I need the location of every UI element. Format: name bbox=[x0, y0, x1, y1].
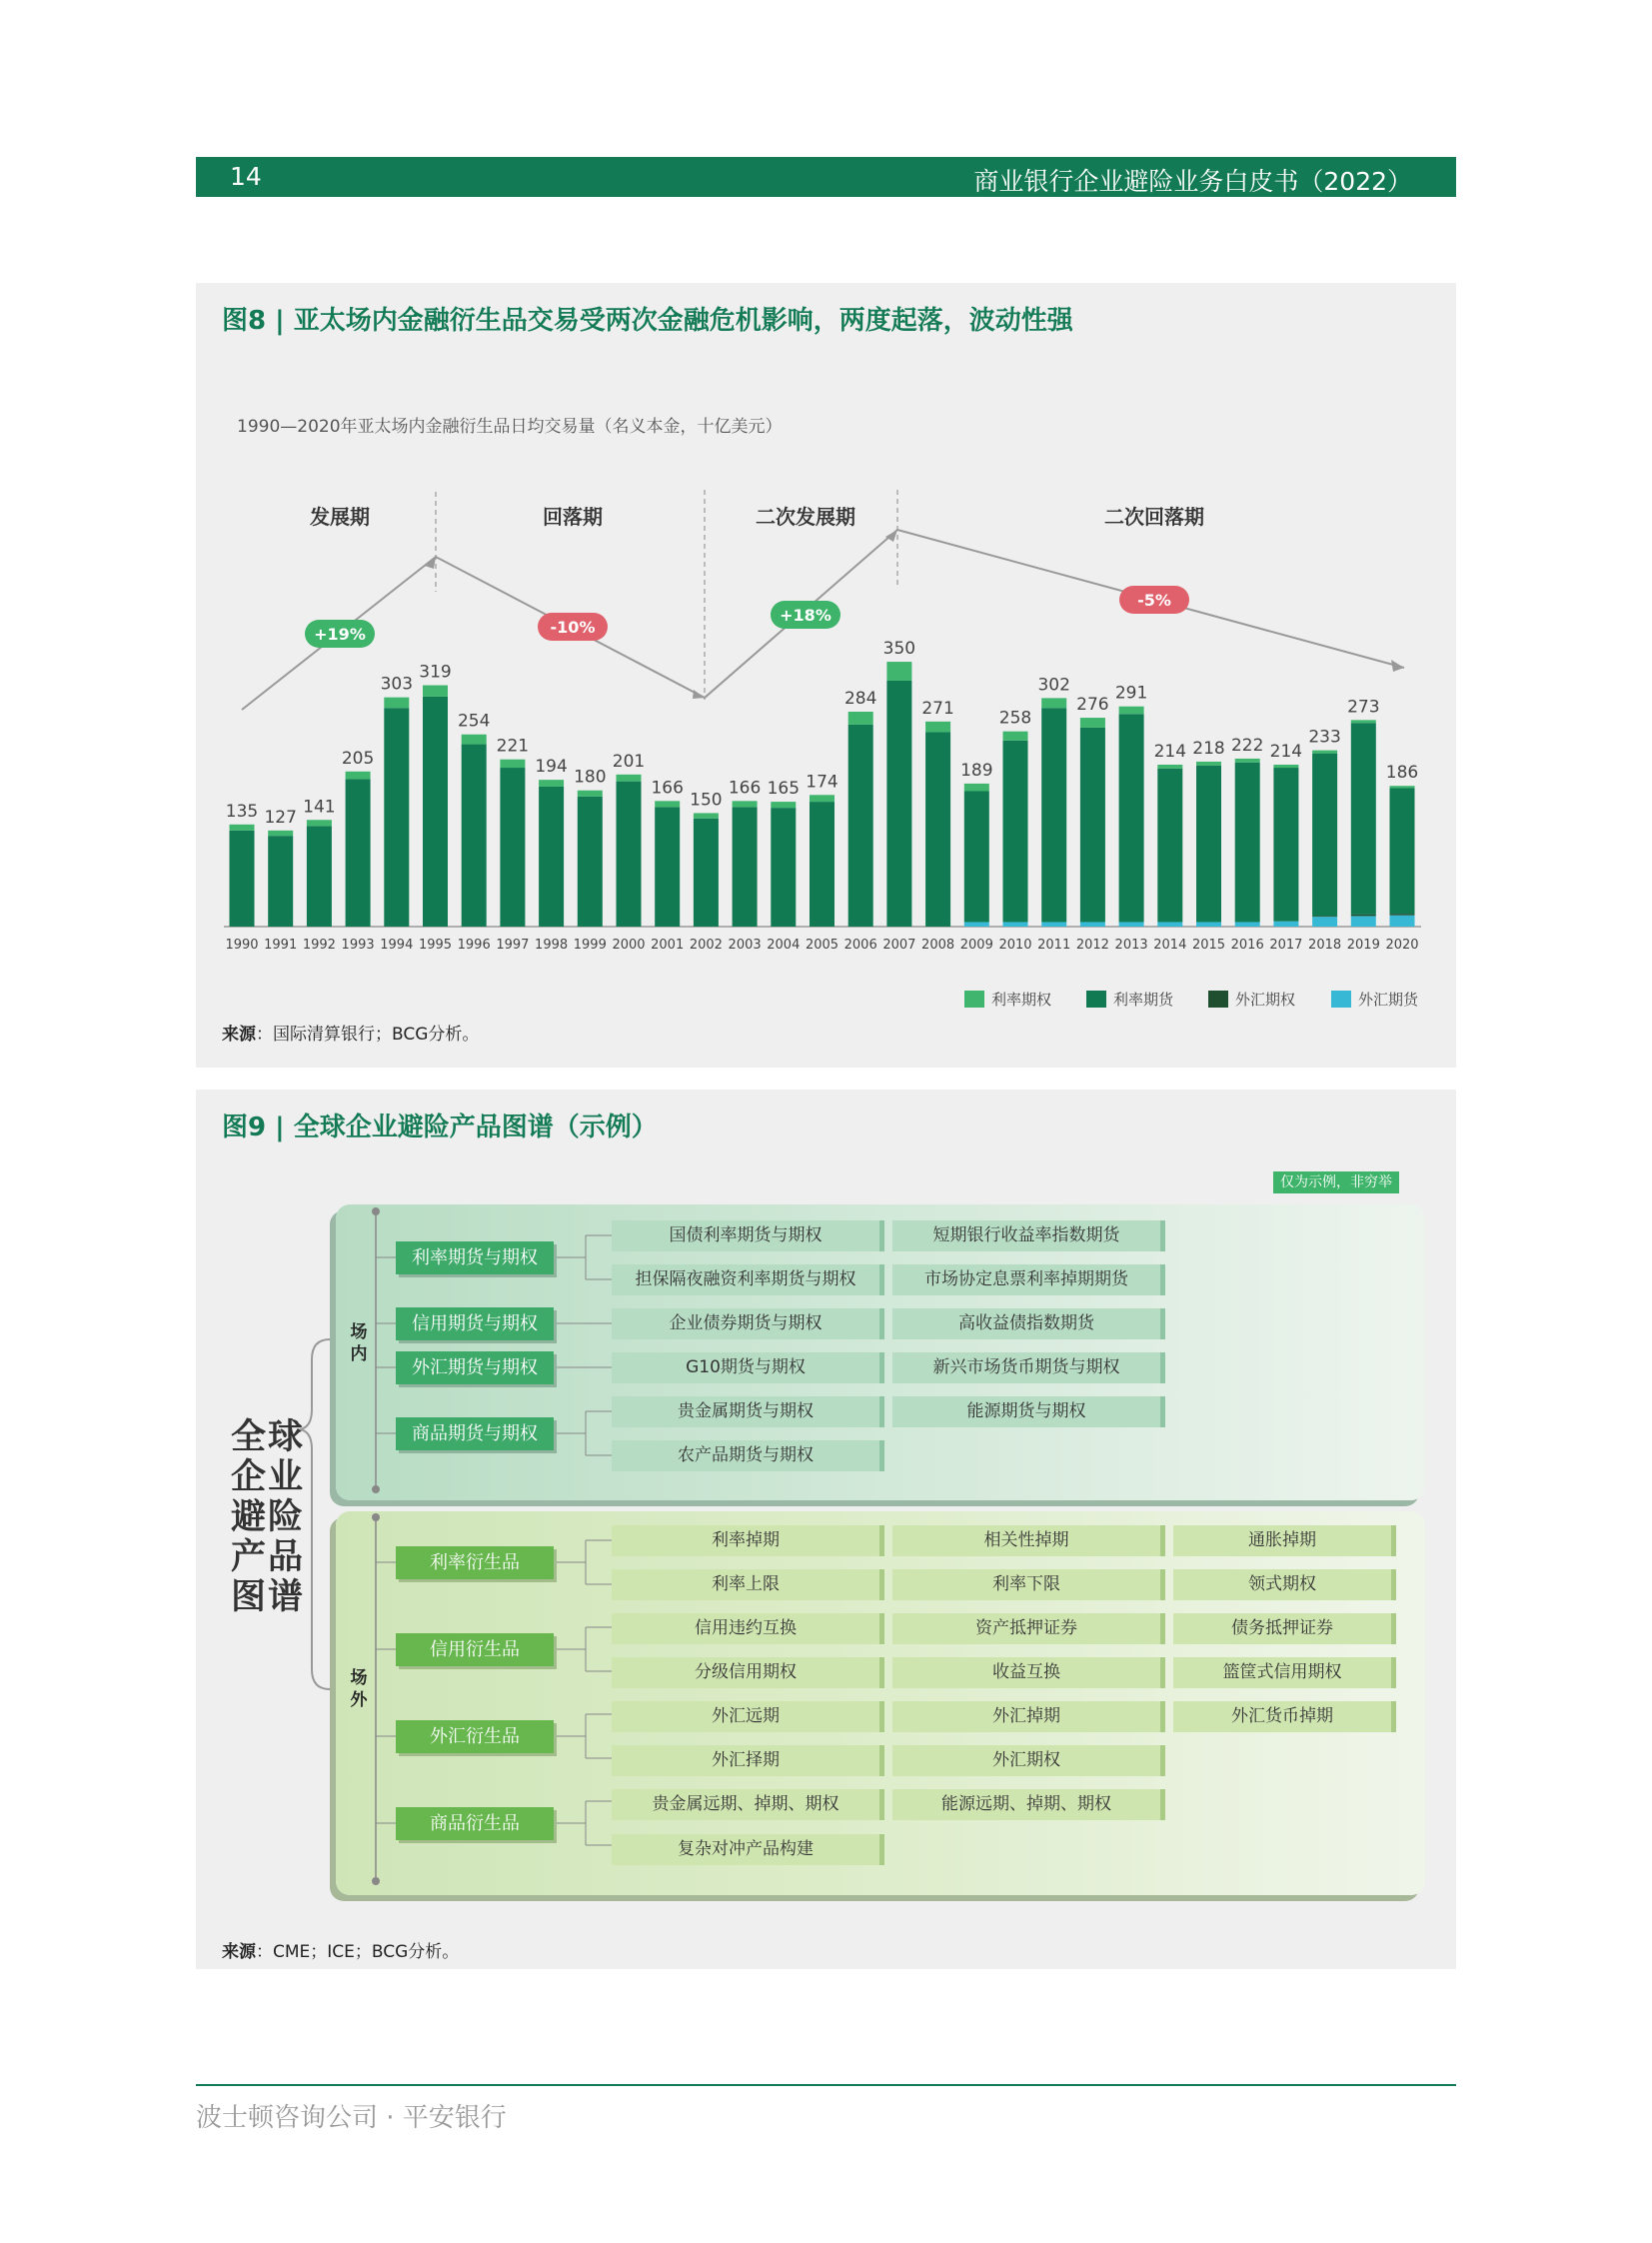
data-label: 194 bbox=[535, 757, 568, 778]
category-credit-futures-options: 信用期货与期权 bbox=[396, 1307, 554, 1340]
product-item: 短期银行收益率指数期货 bbox=[892, 1220, 1165, 1251]
x-tick-label: 2013 bbox=[1114, 938, 1148, 953]
x-tick-label: 1991 bbox=[264, 938, 298, 953]
data-label: 141 bbox=[303, 797, 336, 818]
data-label: 186 bbox=[1385, 763, 1419, 784]
category-rate-derivatives: 利率衍生品 bbox=[396, 1546, 554, 1579]
category-credit-derivatives: 信用衍生品 bbox=[396, 1633, 554, 1666]
period-label: 二次发展期 bbox=[756, 505, 855, 529]
data-label: 233 bbox=[1308, 727, 1341, 748]
map-main-title: 全球企业避险产品图谱 bbox=[230, 1417, 305, 1617]
data-label: 276 bbox=[1076, 695, 1109, 716]
x-tick-label: 2011 bbox=[1037, 938, 1071, 953]
period-label: 二次回落期 bbox=[1104, 505, 1204, 529]
product-item: 领式期权 bbox=[1173, 1569, 1396, 1600]
product-item: 利率掉期 bbox=[612, 1525, 884, 1556]
data-label: 291 bbox=[1114, 683, 1148, 704]
product-item: 外汇期权 bbox=[892, 1745, 1165, 1776]
x-tick-label: 1994 bbox=[380, 938, 414, 953]
data-label: 303 bbox=[380, 674, 414, 695]
data-label: 214 bbox=[1153, 742, 1187, 763]
x-tick-label: 1992 bbox=[302, 938, 336, 953]
product-item: 相关性掉期 bbox=[892, 1525, 1165, 1556]
x-tick-label: 1997 bbox=[496, 938, 530, 953]
chart-subtitle: 1990—2020年亚太场内金融衍生品日均交易量（名义本金，十亿美元） bbox=[237, 417, 783, 437]
x-tick-label: 1996 bbox=[457, 938, 491, 953]
category-fx-futures-options: 外汇期货与期权 bbox=[396, 1351, 554, 1384]
product-item: 外汇远期 bbox=[612, 1701, 884, 1732]
category-rate-futures-options: 利率期货与期权 bbox=[396, 1241, 554, 1274]
x-tick-label: 2014 bbox=[1153, 938, 1187, 953]
product-item: 贵金属远期、掉期、期权 bbox=[612, 1789, 884, 1820]
product-item: G10期货与期权 bbox=[612, 1352, 884, 1383]
data-label: 205 bbox=[341, 748, 375, 769]
data-label: 273 bbox=[1347, 697, 1380, 718]
trend-badge-label: +19% bbox=[314, 625, 366, 644]
product-item: 篮筐式信用期权 bbox=[1173, 1657, 1396, 1688]
figure8-title: 图8 | 亚太场内金融衍生品交易受两次金融危机影响，两度起落，波动性强 bbox=[222, 306, 1073, 336]
data-label: 258 bbox=[998, 708, 1032, 729]
data-label: 127 bbox=[264, 807, 297, 828]
data-label: 189 bbox=[960, 760, 993, 781]
product-item: 分级信用期权 bbox=[612, 1657, 884, 1688]
product-item: 利率上限 bbox=[612, 1569, 884, 1600]
x-tick-label: 2012 bbox=[1075, 938, 1109, 953]
data-label: 271 bbox=[921, 698, 954, 719]
data-label: 319 bbox=[419, 662, 452, 683]
figure9-title: 图9 | 全球企业避险产品图谱（示例） bbox=[222, 1113, 658, 1142]
legend-label: 利率期货 bbox=[1113, 991, 1174, 1009]
x-tick-label: 2008 bbox=[921, 938, 955, 953]
x-tick-label: 2019 bbox=[1346, 938, 1380, 953]
x-tick-label: 1993 bbox=[341, 938, 375, 953]
x-tick-label: 2015 bbox=[1191, 938, 1226, 953]
data-label: 218 bbox=[1192, 738, 1225, 759]
data-label: 254 bbox=[457, 711, 491, 732]
product-item: 利率下限 bbox=[892, 1569, 1165, 1600]
category-commodity-derivatives: 商品衍生品 bbox=[396, 1807, 554, 1840]
exchange-traded-label: 场内 bbox=[350, 1322, 368, 1364]
x-tick-label: 1999 bbox=[573, 938, 607, 953]
data-label: 222 bbox=[1230, 735, 1264, 756]
data-label: 165 bbox=[767, 779, 801, 800]
x-tick-label: 1990 bbox=[225, 938, 259, 953]
x-tick-label: 2017 bbox=[1269, 938, 1303, 953]
legend-label: 外汇期货 bbox=[1358, 991, 1419, 1009]
x-tick-label: 2005 bbox=[805, 938, 839, 953]
data-label: 350 bbox=[882, 639, 916, 660]
trend-badge-label: +18% bbox=[780, 606, 831, 625]
trend-badge-label: -5% bbox=[1137, 591, 1171, 610]
trend-badge-label: -10% bbox=[550, 618, 596, 637]
product-item: 收益互换 bbox=[892, 1657, 1165, 1688]
x-tick-label: 2004 bbox=[767, 938, 801, 953]
product-item: 农产品期货与期权 bbox=[612, 1440, 884, 1471]
data-label: 180 bbox=[574, 767, 607, 788]
product-item: 市场协定息票利率掉期期货 bbox=[892, 1264, 1165, 1295]
product-item: 外汇货币掉期 bbox=[1173, 1701, 1396, 1732]
x-tick-label: 2007 bbox=[882, 938, 916, 953]
data-label: 150 bbox=[690, 790, 723, 811]
footer-divider bbox=[196, 2084, 1456, 2086]
product-item: 信用违约互换 bbox=[612, 1613, 884, 1644]
product-item: 通胀掉期 bbox=[1173, 1525, 1396, 1556]
source-label: 来源 bbox=[222, 1942, 256, 1962]
product-item: 高收益债指数期货 bbox=[892, 1308, 1165, 1339]
figure9-source bbox=[222, 1937, 459, 1962]
product-item: 复杂对冲产品构建 bbox=[612, 1834, 884, 1865]
product-item: 贵金属期货与期权 bbox=[612, 1396, 884, 1427]
x-tick-label: 2001 bbox=[651, 938, 685, 953]
x-tick-label: 1995 bbox=[418, 938, 453, 953]
product-item: 外汇掉期 bbox=[892, 1701, 1165, 1732]
source-text: ：CME；ICE；BCG分析。 bbox=[256, 1942, 460, 1962]
legend-label: 利率期权 bbox=[991, 991, 1052, 1009]
product-item: 外汇择期 bbox=[612, 1745, 884, 1776]
data-label: 302 bbox=[1037, 675, 1070, 696]
product-item: 能源远期、掉期、期权 bbox=[892, 1789, 1165, 1820]
legend-label: 外汇期权 bbox=[1235, 991, 1296, 1009]
source-label: 来源 bbox=[222, 1025, 256, 1045]
data-label: 201 bbox=[612, 751, 646, 772]
x-tick-label: 2018 bbox=[1308, 938, 1342, 953]
data-label: 214 bbox=[1269, 742, 1303, 763]
product-item: 新兴市场货币期货与期权 bbox=[892, 1352, 1165, 1383]
document-title: 商业银行企业避险业务白皮书（2022） bbox=[973, 167, 1412, 196]
product-item: 担保隔夜融资利率期货与期权 bbox=[612, 1264, 884, 1295]
x-tick-label: 1998 bbox=[535, 938, 569, 953]
x-tick-label: 2009 bbox=[959, 938, 993, 953]
footer-text: 波士顿咨询公司 · 平安银行 bbox=[196, 2103, 507, 2133]
data-label: 284 bbox=[843, 689, 877, 710]
x-tick-label: 2020 bbox=[1385, 938, 1419, 953]
x-tick-label: 2002 bbox=[689, 938, 723, 953]
example-tag: 仅为示例，非穷举 bbox=[1273, 1171, 1399, 1193]
product-item: 能源期货与期权 bbox=[892, 1396, 1165, 1427]
data-label: 135 bbox=[225, 801, 259, 822]
data-label: 221 bbox=[496, 736, 530, 757]
x-tick-label: 2003 bbox=[728, 938, 762, 953]
data-label: 166 bbox=[651, 778, 684, 799]
product-item: 国债利率期货与期权 bbox=[612, 1220, 884, 1251]
period-label: 发展期 bbox=[310, 505, 370, 529]
product-item: 债务抵押证券 bbox=[1173, 1613, 1396, 1644]
data-label: 174 bbox=[806, 772, 838, 793]
category-commodity-futures-options: 商品期货与期权 bbox=[396, 1417, 554, 1450]
x-tick-label: 2000 bbox=[612, 938, 646, 953]
page-number: 14 bbox=[230, 162, 262, 191]
period-label: 回落期 bbox=[543, 505, 603, 529]
product-item: 资产抵押证券 bbox=[892, 1613, 1165, 1644]
x-tick-label: 2016 bbox=[1230, 938, 1264, 953]
category-fx-derivatives: 外汇衍生品 bbox=[396, 1720, 554, 1753]
source-text: ：国际清算银行；BCG分析。 bbox=[256, 1025, 480, 1045]
product-item: 企业债券期货与期权 bbox=[612, 1308, 884, 1339]
data-label: 166 bbox=[728, 778, 762, 799]
otc-label: 场外 bbox=[350, 1668, 368, 1710]
x-tick-label: 2010 bbox=[998, 938, 1032, 953]
x-tick-label: 2006 bbox=[843, 938, 877, 953]
